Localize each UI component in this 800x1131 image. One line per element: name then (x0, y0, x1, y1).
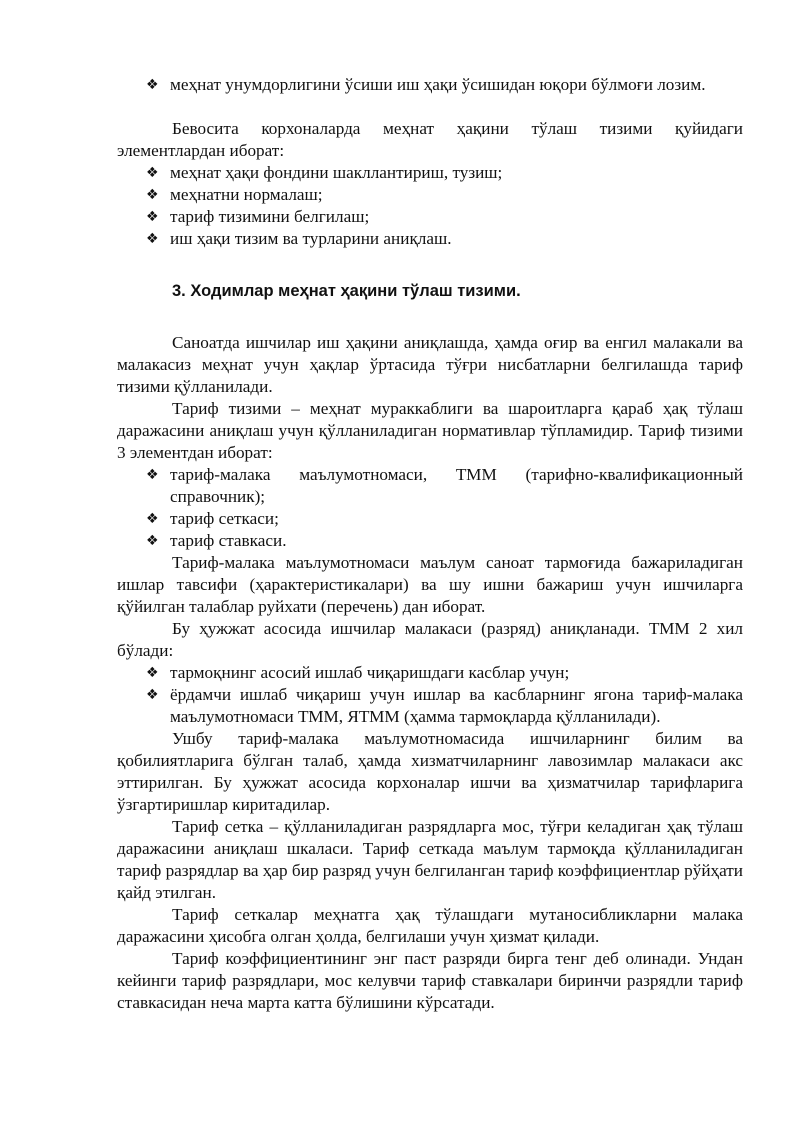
intro-bullet-list (117, 74, 743, 96)
diamond-bullet-icon: ❖ (146, 511, 159, 527)
paragraph: Тариф сетка – қўлланиладиган разрядларга мос, тўғри келадиган ҳақ тўлаш даражасини аниқлаш шкаласи. Тариф сеткада маълум тармоқда қўлланиладиган тариф разрядлар ва ҳар бир разряд учун белгиланган тариф коэффициентлар рўйҳати қайд этилган. (117, 817, 743, 902)
paragraph: Саноатда ишчилар иш ҳақини аниқлашда, ҳамда оғир ва енгил малакали ва малакасиз меҳнат учун ҳақлар ўртасида тўғри нисбатларни белгилашда тариф тизими қўлланилади. (117, 333, 743, 396)
diamond-bullet-icon: ❖ (146, 533, 159, 549)
list-item (117, 162, 743, 184)
list-item-text: ёрдамчи ишлаб чиқариш учун ишлар ва касбларнинг ягона тариф-малака маълумотномаси ТММ, ЯТММ (ҳамма тармоқларда қўлланилади). (170, 685, 743, 726)
paragraph: Тариф-малака маълумотномаси маълум саноат тармоғида бажариладиган ишлар тавсифи (ҳарактеристикалари) ва шу ишни бажариш учун ишчиларга қўйилган талаблар руйхати (перечень) дан иборат. (117, 553, 743, 616)
diamond-bullet-icon: ❖ (146, 467, 159, 483)
list-item (117, 530, 743, 552)
spacer (117, 302, 743, 332)
list-item-text: меҳнат унумдорлигини ўсиши иш ҳақи ўсишидан юқори бўлмоғи лозим. (170, 75, 706, 94)
list-item (117, 662, 743, 684)
diamond-bullet-icon: ❖ (146, 77, 159, 93)
diamond-bullet-icon: ❖ (146, 665, 159, 681)
list-item-text: тариф ставкаси. (170, 531, 287, 550)
spacer (117, 250, 743, 280)
paragraph: Бу ҳужжат асосида ишчилар малакаси (разряд) аниқланади. ТММ 2 хил бўлади: (117, 619, 743, 660)
list-item-text: тариф тизимини белгилаш; (170, 207, 370, 226)
list-item (117, 74, 743, 96)
paragraph: Тариф сеткалар меҳнатга ҳақ тўлашдаги мутаносибликларни малака даражасини ҳисобга олган ҳолда, белгилаши учун ҳизмат қилади. (117, 905, 743, 946)
paragraph: Тариф коэффициентининг энг паст разряди бирга тенг деб олинади. Ундан кейинги тариф разрядлари, мос келувчи тариф ставкалари биринчи разрядли тариф ставкасидан неча марта катта бўлишини кўрсатади. (117, 949, 743, 1012)
diamond-bullet-icon: ❖ (146, 165, 159, 181)
list-item (117, 684, 743, 728)
list-item (117, 184, 743, 206)
paragraph: Тариф тизими – меҳнат мураккаблиги ва шароитларга қараб ҳақ тўлаш даражасини аниқлаш учун қўлланиладиган нормативлар тўпламидир. Тариф тизими 3 элементдан иборат: (117, 399, 743, 462)
list-item (117, 508, 743, 530)
diamond-bullet-icon: ❖ (146, 231, 159, 247)
spacer (117, 96, 743, 118)
list-item-text: тариф-малака маълумотномаси, ТММ (тарифно-квалификационный справочник); (170, 465, 743, 506)
list-item-text: иш ҳақи тизим ва турларини аниқлаш. (170, 229, 452, 248)
paragraph: Бевосита корхоналарда меҳнат ҳақини тўлаш тизими қуйидаги элементлардан иборат: (117, 119, 743, 160)
list-item (117, 464, 743, 508)
document-body (117, 74, 743, 1014)
tariff-elements-list (117, 464, 743, 552)
list-item-text: тармоқнинг асосий ишлаб чиқаришдаги касблар учун; (170, 663, 570, 682)
diamond-bullet-icon: ❖ (146, 209, 159, 225)
diamond-bullet-icon: ❖ (146, 687, 159, 703)
section-heading: 3. Ходимлар меҳнат ҳақини тўлаш тизими. (172, 282, 521, 300)
list-item-text: тариф сеткаси; (170, 509, 279, 528)
elements-bullet-list (117, 162, 743, 250)
tmm-types-list (117, 662, 743, 728)
list-item-text: меҳнатни нормалаш; (170, 185, 323, 204)
diamond-bullet-icon: ❖ (146, 187, 159, 203)
paragraph: Ушбу тариф-малака маълумотномасида ишчиларнинг билим ва қобилиятларига бўлган талаб, ҳамда хизматчиларнинг лавозимлар малакаси акс эттирилган. Бу ҳужжат асосида корхоналар ишчи ва ҳизматчилар тарифларига ўзгартиришлар киритадилар. (117, 729, 743, 814)
list-item (117, 228, 743, 250)
list-item (117, 206, 743, 228)
list-item-text: меҳнат ҳақи фондини шакллантириш, тузиш; (170, 163, 503, 182)
